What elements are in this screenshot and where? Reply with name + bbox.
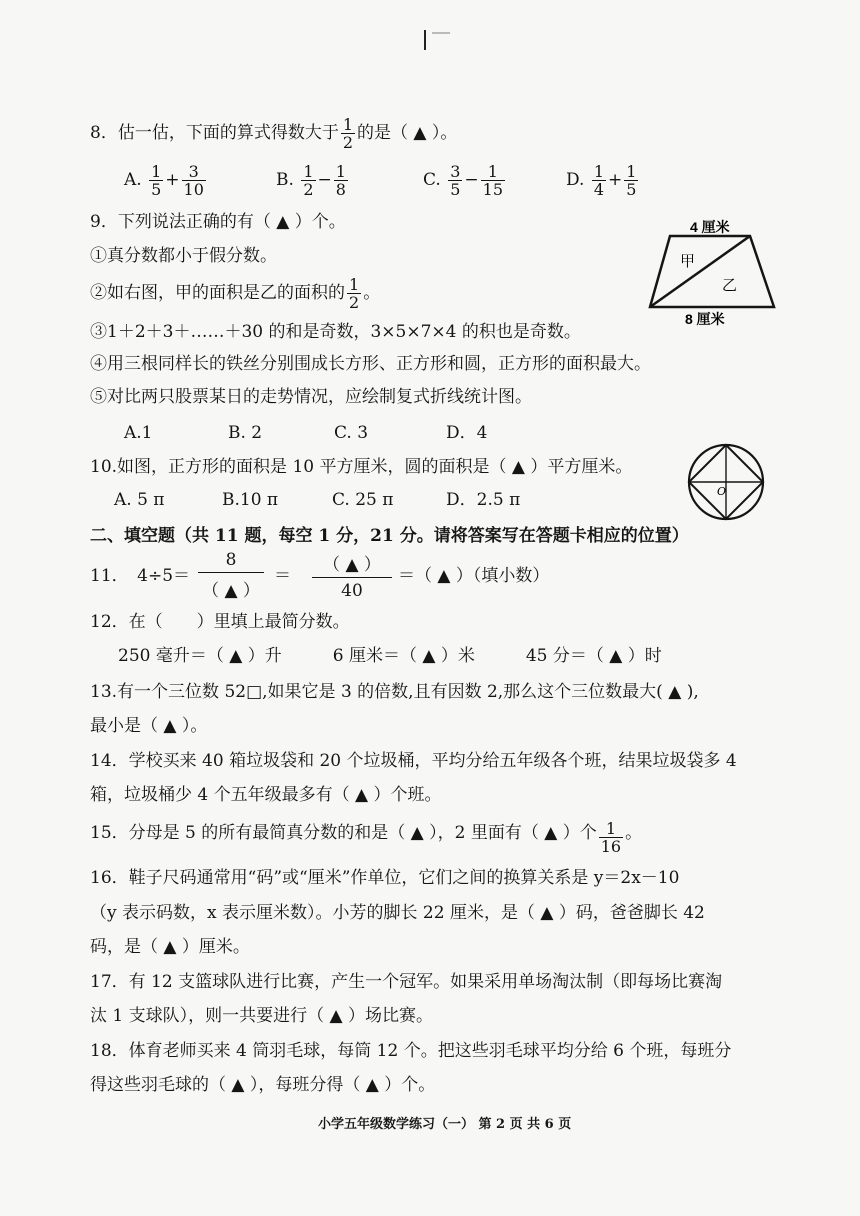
- q15-text-body: 15．分母是 5 的所有最简真分数的和是（ ▲ ），2 里面有（ ▲ ）个: [90, 823, 597, 843]
- fraction: [182, 163, 206, 198]
- fraction-numerator: 3: [450, 162, 461, 181]
- q9-option-a: A.1: [124, 423, 153, 443]
- q18-line-2: 得这些羽毛球的（ ▲ ），每班分得（ ▲ ）个。: [90, 1075, 436, 1095]
- fraction: [448, 163, 462, 198]
- fraction-denominator: （ ▲ ）: [202, 581, 260, 601]
- q9-option-b: B. 2: [228, 423, 263, 443]
- trapezoid-bottom-label: 8 厘米: [685, 311, 725, 327]
- scan-mark-faint: [432, 32, 450, 34]
- fraction-numerator: （ ▲ ）: [312, 550, 392, 578]
- center-label: O: [717, 485, 727, 498]
- q9-statement-4: ④用三根同样长的铁丝分别围成长方形、正方形和圆，正方形的面积最大。: [90, 354, 651, 374]
- q9-statement-2: [90, 276, 380, 311]
- fraction: [301, 163, 315, 198]
- q16-line-2: （y 表示码数，x 表示厘米数）。小芳的脚长 22 厘米，是（ ▲ ）码，爸爸脚长 42: [90, 903, 705, 923]
- q9-option-c: C. 3: [334, 423, 369, 443]
- q9-statement-3: ③1＋2＋3＋……＋30 的和是奇数，3×5×7×4 的积也是奇数。: [90, 322, 581, 342]
- q10-option-a: A. 5 π: [114, 490, 165, 510]
- option-label: D.: [566, 170, 585, 190]
- circle-square-figure: [684, 440, 768, 524]
- q13-line-1: 13.有一个三位数 52□,如果它是 3 的倍数,且有因数 2,那么这个三位数最大( ▲ ),: [90, 682, 699, 702]
- q16-line-3: 码，是（ ▲ ）厘米。: [90, 937, 250, 957]
- q8-option-b: [276, 163, 350, 198]
- q10-option-d: D．2.5 π: [446, 490, 521, 510]
- q17-line-2: 汰 1 支球队），则一共要进行（ ▲ ）场比赛。: [90, 1006, 434, 1026]
- section-2-heading: 二、填空题（共 11 题，每空 1 分，21 分。请将答案写在答题卡相应的位置）: [90, 526, 689, 546]
- operator: +: [165, 170, 180, 190]
- q11-prefix: 11． 4÷5＝: [90, 566, 191, 586]
- option-label: C.: [423, 170, 441, 190]
- q8-option-c: [423, 163, 507, 198]
- fraction-denominator: 5: [151, 180, 162, 199]
- q12-blanks: 250 毫升＝（ ▲ ）升 6 厘米＝（ ▲ ）米 45 分＝（ ▲ ）时: [118, 646, 662, 666]
- fraction-numerator: 3: [182, 163, 206, 181]
- fraction-numerator: 1: [349, 275, 360, 294]
- option-label: B.: [276, 170, 294, 190]
- fraction-denominator: 5: [626, 180, 637, 199]
- q8-option-a: [124, 163, 208, 198]
- option-label: A.: [124, 170, 142, 190]
- scan-mark: [424, 30, 426, 50]
- fraction: [149, 163, 163, 198]
- fraction-numerator: 1: [303, 162, 314, 181]
- fraction-numerator: 1: [151, 162, 162, 181]
- fraction-numerator: 1: [342, 115, 354, 134]
- region-jia-label: 甲: [680, 252, 696, 270]
- trapezoid-diagonal: [650, 236, 750, 307]
- q11-equals: ＝: [274, 566, 291, 586]
- fraction-denominator: 4: [593, 180, 605, 199]
- trapezoid-top-label: 4 厘米: [690, 219, 730, 235]
- q15-text: [90, 820, 642, 855]
- fraction-denominator: 2: [349, 293, 360, 312]
- trapezoid-figure: [640, 212, 790, 332]
- operator: +: [608, 170, 623, 190]
- fraction-denominator: 40: [341, 581, 363, 601]
- fraction-denominator: 2: [342, 133, 354, 152]
- q10-option-b: B.10 π: [222, 490, 279, 510]
- fraction: [347, 276, 361, 311]
- fraction: [334, 163, 348, 198]
- fraction-denominator: 16: [600, 837, 622, 856]
- fraction: [592, 163, 606, 198]
- q8-stem: [90, 116, 457, 151]
- page-footer: 小学五年级数学练习（一） 第 2 页 共 6 页: [318, 1117, 572, 1132]
- q8-stem-text: 8．估一估，下面的算式得数大于: [90, 123, 339, 143]
- fraction-denominator: 5: [450, 180, 461, 199]
- q9-statement-1: ①真分数都小于假分数。: [90, 246, 277, 266]
- operator: −: [464, 170, 479, 190]
- fraction-denominator: 15: [482, 180, 504, 199]
- trapezoid-shape: [650, 236, 774, 307]
- q10-stem: 10.如图，正方形的面积是 10 平方厘米，圆的面积是（ ▲ ）平方厘米。: [90, 457, 633, 477]
- q13-line-2: 最小是（ ▲ ）。: [90, 716, 208, 736]
- fraction: [624, 163, 638, 198]
- q9-statement-5: ⑤对比两只股票某日的走势情况，应绘制复式折线统计图。: [90, 387, 532, 407]
- q14-line-2: 箱，垃圾桶少 4 个五年级最多有（ ▲ ）个班。: [90, 785, 442, 805]
- fraction-numerator: 1: [593, 162, 605, 181]
- region-yi-label: 乙: [722, 276, 738, 294]
- fraction-numerator: 1: [626, 162, 637, 181]
- fraction-denominator: 2: [303, 180, 314, 199]
- q16-line-1: 16．鞋子尺码通常用“码”或“厘米”作单位，它们之间的换算关系是 y＝2x－10: [90, 868, 680, 888]
- q8-option-d: [566, 163, 640, 198]
- q17-line-1: 17．有 12 支篮球队进行比赛，产生一个冠军。如果采用单场淘汰制（即每场比赛淘: [90, 972, 723, 992]
- fraction: [481, 163, 505, 198]
- fraction-numerator: 8: [198, 550, 264, 573]
- q11-suffix: ＝（ ▲ ）（填小数）: [398, 566, 550, 586]
- q11-fraction-1: [198, 550, 264, 601]
- q9-option-d: D．4: [446, 423, 488, 443]
- q10-option-c: C. 25 π: [332, 490, 394, 510]
- q11-fraction-2: [312, 550, 392, 601]
- q8-stem-end: 的是（ ▲ ）。: [357, 123, 458, 143]
- operator: −: [317, 170, 332, 190]
- q14-line-1: 14．学校买来 40 箱垃圾袋和 20 个垃圾桶，平均分给五年级各个班，结果垃圾袋多 4: [90, 751, 737, 771]
- q9-stem: 9．下列说法正确的有（ ▲ ）个。: [90, 212, 346, 232]
- fraction-numerator: 1: [599, 820, 623, 838]
- fraction-numerator: 1: [335, 162, 346, 181]
- fraction-denominator: 10: [183, 180, 204, 199]
- statement-text: ②如右图，甲的面积是乙的面积的: [90, 283, 345, 303]
- q15-end: 。: [625, 823, 643, 843]
- q12-stem: 12．在（ ）里填上最简分数。: [90, 612, 350, 632]
- q8-half-fraction: [341, 116, 355, 151]
- fraction-numerator: 1: [481, 163, 505, 181]
- fraction-denominator: 8: [335, 180, 346, 199]
- fraction: [599, 820, 623, 855]
- statement-end: 。: [363, 283, 381, 303]
- q18-line-1: 18．体育老师买来 4 筒羽毛球，每筒 12 个。把这些羽毛球平均分给 6 个班，每班分: [90, 1041, 732, 1061]
